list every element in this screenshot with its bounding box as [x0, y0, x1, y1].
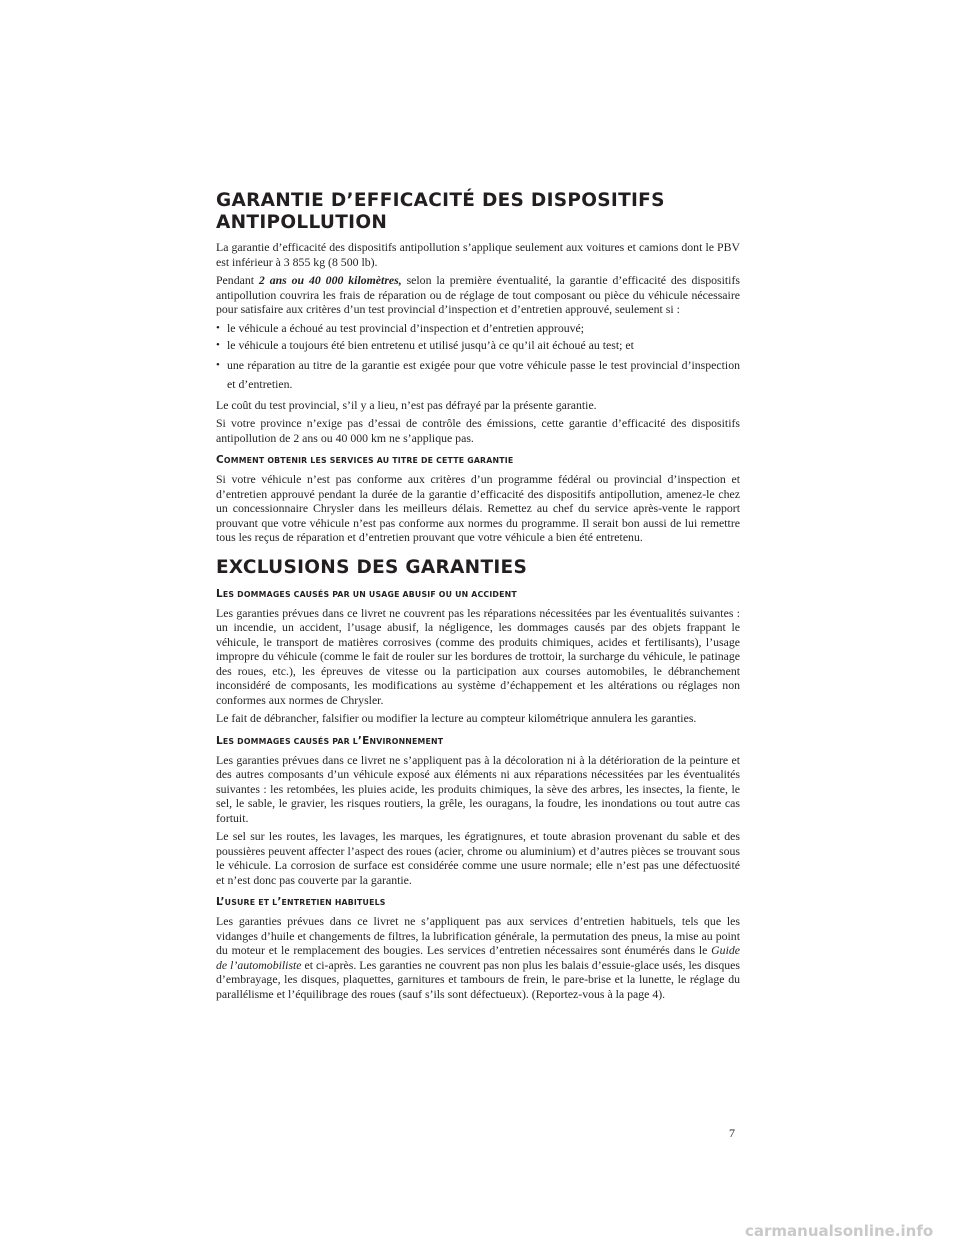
coverage-period-emphasis: 2 ans ou 40 000 kilomètres,	[258, 273, 402, 287]
subheading-environmental-damage: LES DOMMAGES CAUSÉS PAR L’ENVIRONNEMENT	[216, 734, 444, 747]
paragraph: La garantie d’efficacité des dispositifs antipollution s’applique seulement aux voitures et camions dont le PBV est inférieur à 3 855 kg (8 500 lb).	[216, 240, 740, 269]
title-line-1: GARANTIE D’EFFICACITÉ DES DISPOSITIFS	[216, 190, 665, 211]
bullet-icon: •	[216, 358, 220, 371]
subheading-how-to-obtain-service: COMMENT OBTENIR LES SERVICES AU TITRE DE CETTE GARANTIE	[216, 454, 514, 466]
owners-guide-reference: Guide de l’automobiliste	[216, 943, 740, 972]
document-page	[216, 190, 740, 1005]
bullet-icon: •	[216, 321, 220, 334]
paragraph: Le sel sur les routes, les lavages, les marques, les égratignures, et toute abrasion provenant du sable et des poussières peuvent affecter l’aspect des roues (acier, chrome ou aluminium) et d’autres pièces se trouvant sous le véhicule. La corrosion de surface est considérée comme une usure normale; elle n’est pas une défectuosité et n’est donc pas couverte par la garantie.	[216, 829, 740, 887]
paragraph-coverage-period: Pendant 2 ans ou 40 000 kilomètres, selon la première éventualité, la garantie d’efficacité des dispositifs antipollution couvrira les frais de réparation ou de réglage de tout composant ou pièce du véhicule nécessaire pour satisfaire aux critères d’un test provincial d’inspection et d’entretien approuvé, seulement si :	[216, 273, 740, 316]
title-line-2: ANTIPOLLUTION	[216, 212, 388, 233]
paragraph: Si votre véhicule n’est pas conforme aux critères d’un programme fédéral ou provincial d’inspection et d’entretien approuvé pendant la durée de la garantie d’efficacité des dispositifs antipollution, amenez-le chez un concessionnaire Chrysler dans les meilleurs délais. Remettez au chef du service après-vente le rapport prouvant que votre véhicule n’est pas conforme aux normes du programme. Il serait bon aussi de lui remettre tous les reçus de réparation et d’entretien prouvant que votre véhicule a bien été entretenu.	[216, 472, 740, 544]
list-item: • le véhicule a échoué au test provincial d’inspection et d’entretien approuvé;	[216, 320, 585, 335]
paragraph: Les garanties prévues dans ce livret ne s’appliquent pas à la décoloration ni à la détérioration de la peinture et des autres composants d’un véhicule exposé aux éléments ni aux réparations nécessitées par les éventualités suivantes : les retombées, les pluies acide, les produits chimiques, la sève des arbres, les insectes, la fiente, le sel, le sable, le gravier, les risques routiers, la grêle, les ouragans, la foudre, les inondations ou tout autre cas fortuit.	[216, 752, 740, 825]
paragraph: Le coût du test provincial, s’il y a lieu, n’est pas défrayé par la présente garantie.	[216, 397, 597, 412]
paragraph: Si votre province n’exige pas d’essai de contrôle des émissions, cette garantie d’efficacité des dispositifs antipollution de 2 ans ou 40 000 km ne s’applique pas.	[216, 416, 740, 445]
list-item: • le véhicule a toujours été bien entretenu et utilisé jusqu’à ce qu’il ait échoué au test; et	[216, 338, 634, 352]
bullet-icon: •	[216, 339, 220, 351]
subheading-wear-maintenance: L’USURE ET L’ENTRETIEN HABITUELS	[216, 896, 386, 908]
paragraph: Les garanties prévues dans ce livret ne couvrent pas les réparations nécessitées par les éventualités suivantes : un incendie, un accident, l’usage abusif, la négligence, les dommages causés par des objets frappant le véhicule, le transport de matières corrosives (comme des produits chimiques, acides et fertilisants), l’usage impropre du véhicule (comme le fait de rouler sur les bordures de trottoir, la surcharge du véhicule, le patinage des roues, etc.), les épreuves de vitesse ou la participation aux courses automobiles, le débranchement inconsidéré de composants, les modifications au système d’échappement et les altérations ou réglages non conformes aux normes de Chrysler.	[216, 605, 740, 707]
paragraph-maintenance: Les garanties prévues dans ce livret ne s’appliquent pas aux services d’entretien habituels, tels que les vidanges d’huile et changements de filtres, la lubrification générale, la permutation des pneus, la mise au point du moteur et le remplacement des bougies. Les services d’entretien nécessaires sont énumérés dans le Guide de l’automobiliste et ci-après. Les garanties ne couvrent pas non plus les balais d’essuie-glace usés, les disques d’embrayage, les disques, plaquettes, garnitures et tambours de frein, le pare-brise et la lunette, le réglage du parallélisme et l’équilibrage des roues (sauf s’ils sont défectueux). (Reportez-vous à la page 4).	[216, 914, 740, 1001]
page-number: 7	[729, 1126, 735, 1140]
watermark: carmanualsonline.info	[745, 1222, 934, 1240]
list-item: • une réparation au titre de la garantie est exigée pour que votre véhicule passe le test provincial d’inspection et d’entretien.	[216, 357, 740, 391]
section-title-exclusions: EXCLUSIONS DES GARANTIES	[216, 556, 528, 578]
subheading-abuse-accident: LES DOMMAGES CAUSÉS PAR UN USAGE ABUSIF OU UN ACCIDENT	[216, 587, 517, 600]
paragraph: Le fait de débrancher, falsifier ou modifier la lecture au compteur kilométrique annulera les garanties.	[216, 711, 697, 725]
conditions-list	[216, 321, 740, 394]
section-title-emission-warranty	[216, 190, 740, 234]
